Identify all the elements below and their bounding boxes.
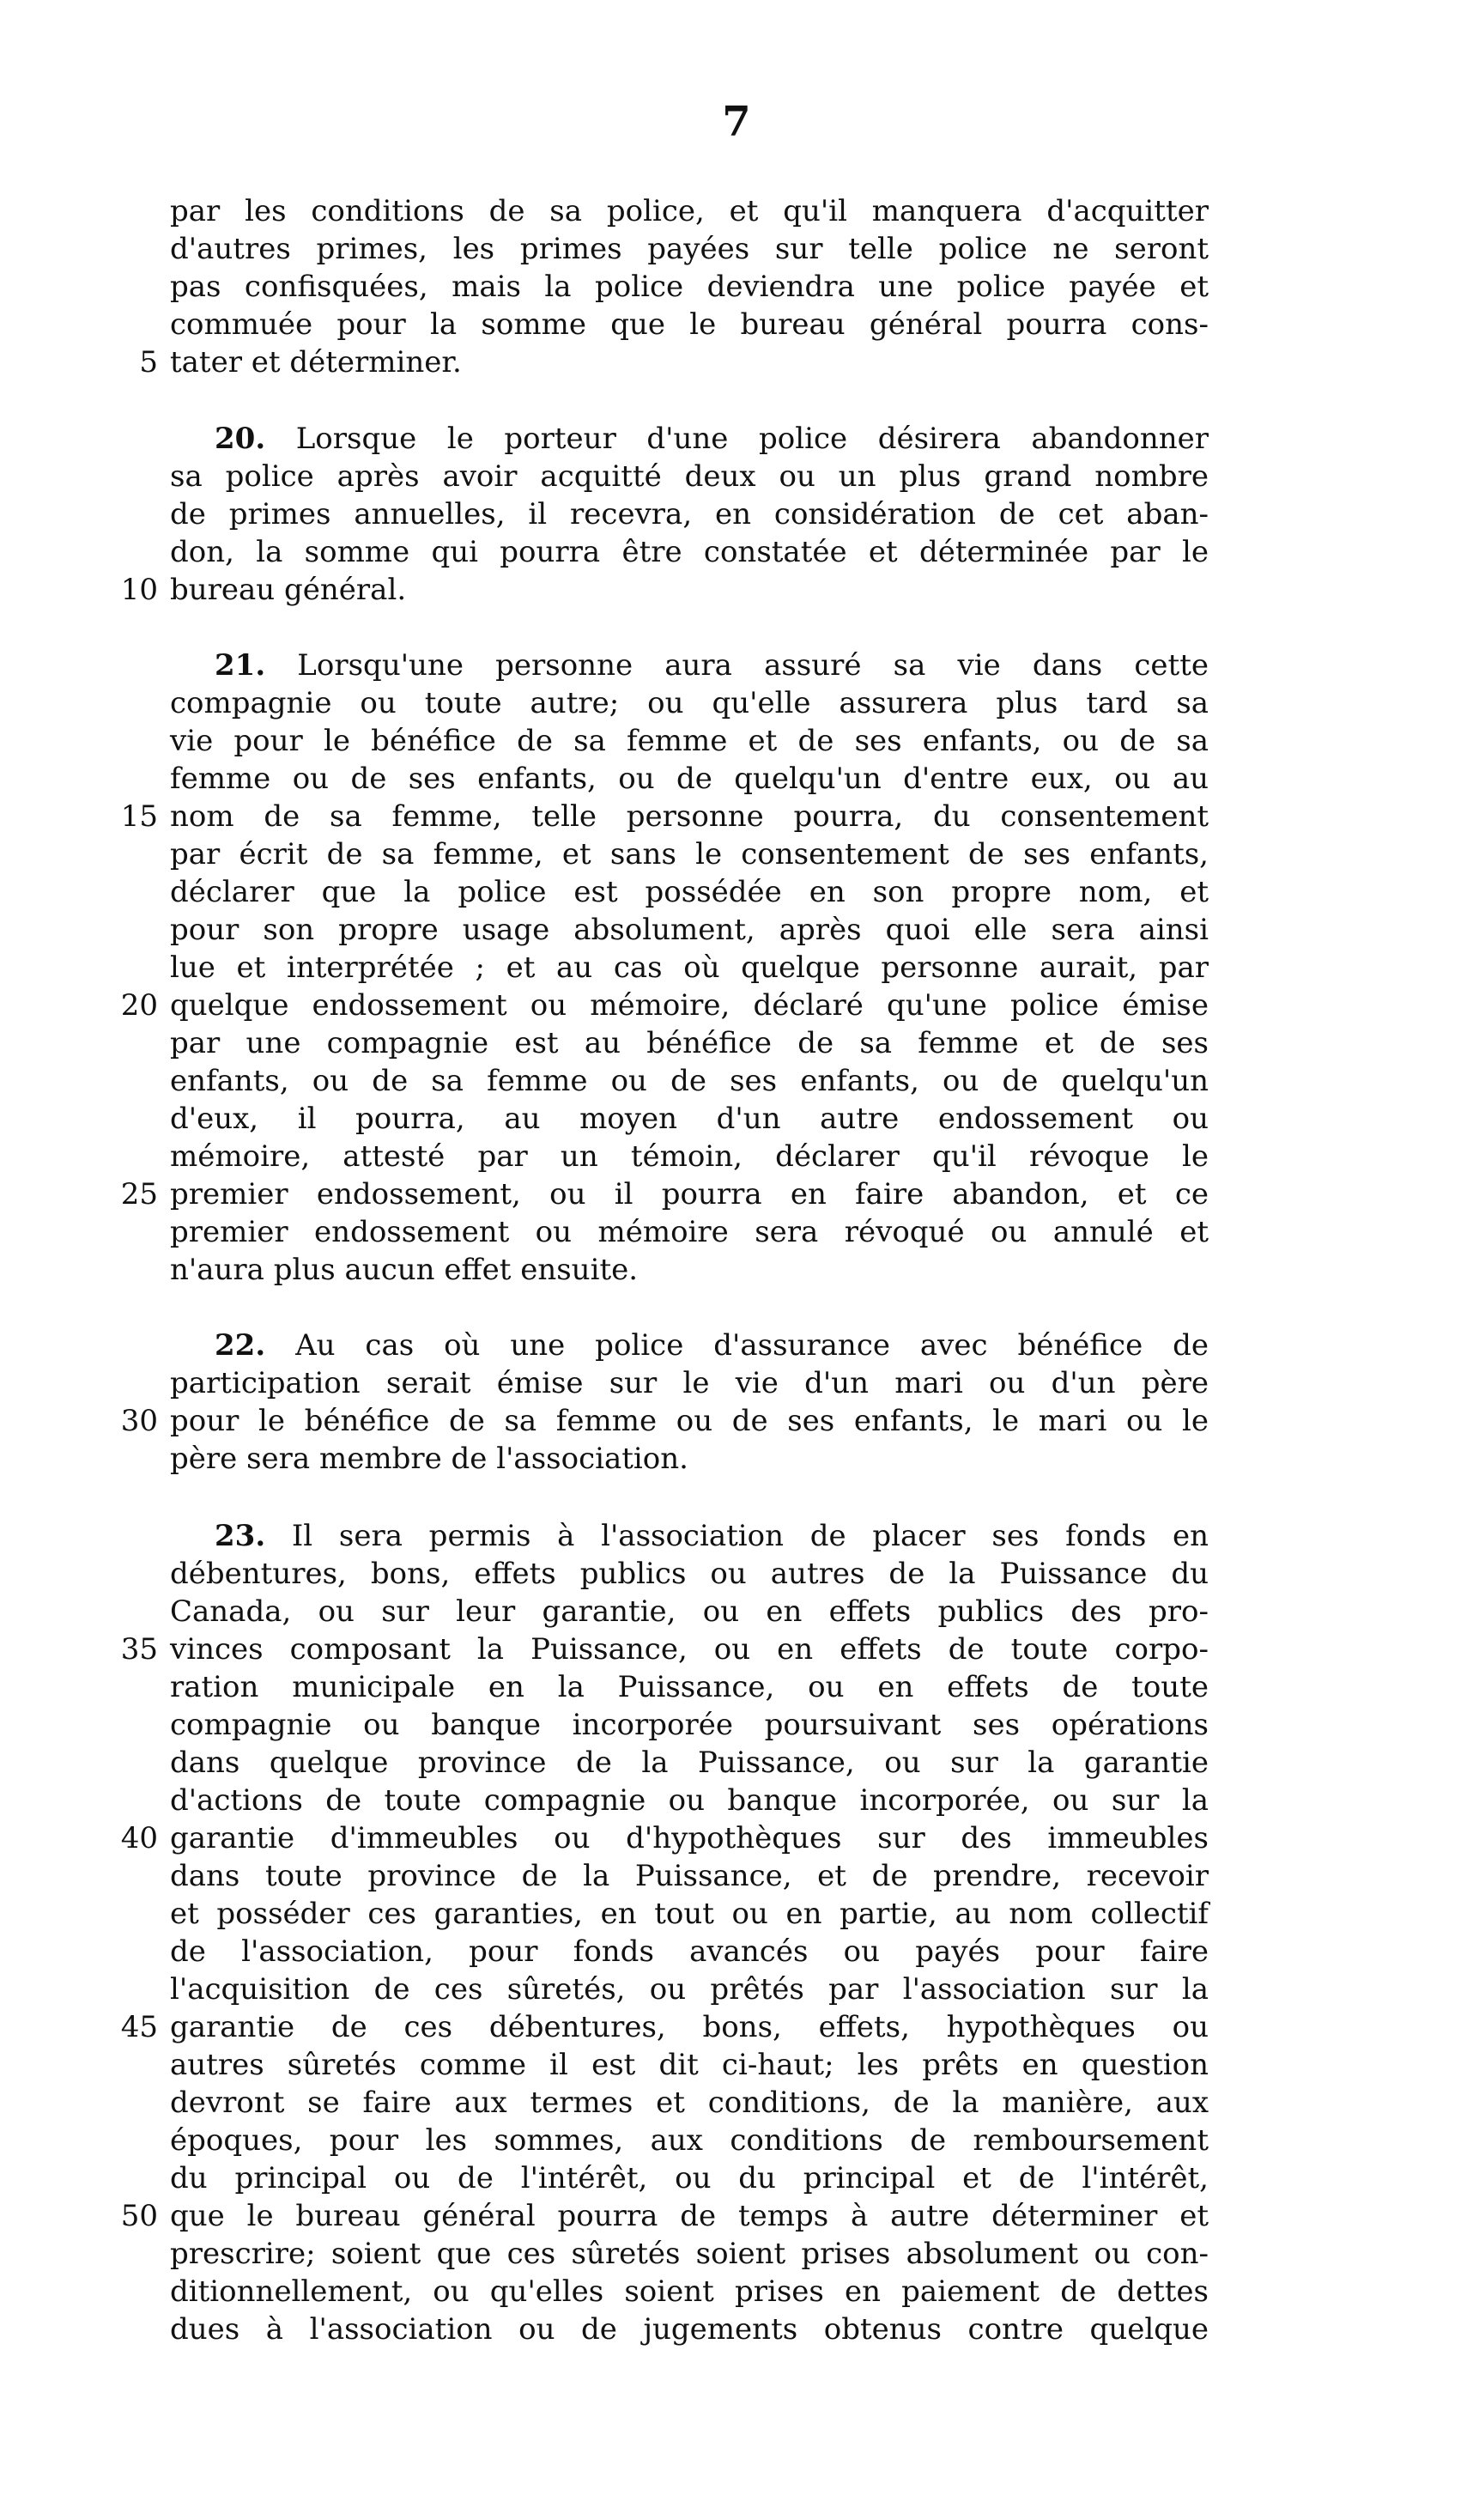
section-number: 20. [215,422,266,456]
line-number: 40 [120,1821,158,1855]
text-line: participation serait émise sur le vie d'un mari ou d'un père [170,1366,1209,1400]
text-line: bureau général. [170,573,407,607]
text-line: Il sera permis à l'association de placer ses fonds en [265,1519,1209,1553]
text-line: devront se faire aux termes et conditions, de la manière, aux [170,2086,1209,2120]
text-line: par une compagnie est au bénéfice de sa femme et de ses [170,1026,1209,1060]
text-line: dans toute province de la Puissance, et de prendre, recevoir [170,1859,1209,1893]
text-line: pas confisquées, mais la police deviendra une police payée et [170,270,1209,304]
text-line: sa police après avoir acquitté deux ou un plus grand nombre [170,459,1209,494]
line-number: 35 [120,1632,158,1667]
section-first-line [215,646,1209,685]
text-line: n'aura plus aucun effet ensuite. [170,1253,639,1287]
section-first-line [215,1516,1209,1556]
text-line: époques, pour les sommes, aux conditions de remboursement [170,2123,1209,2158]
line-number: 5 [139,345,158,380]
section-number: 21. [215,648,266,683]
text-line: don, la somme qui pourra être constatée et déterminée par le [170,535,1209,569]
text-line: pour son propre usage absolument, après quoi elle sera ainsi [170,913,1209,947]
text-line: compagnie ou banque incorporée poursuivant ses opérations [170,1708,1209,1742]
text-line: de primes annuelles, il recevra, en considération de cet aban- [170,497,1209,531]
text-line: ration municipale en la Puissance, ou en effets de toute [170,1670,1209,1704]
text-line: ditionnellement, ou qu'elles soient prises en paiement de dettes [170,2274,1209,2309]
text-line: père sera membre de l'association. [170,1442,688,1476]
text-line: Lorsque le porteur d'une police désirera abandonner [265,422,1209,456]
text-line: premier endossement ou mémoire sera révoqué ou annulé et [170,1215,1209,1249]
section-number: 23. [215,1519,266,1553]
text-line: par les conditions de sa police, et qu'il manquera d'acquitter [170,194,1209,228]
text-line: autres sûretés comme il est dit ci-haut; les prêts en question [170,2048,1209,2082]
line-number: 25 [120,1177,158,1211]
section-first-line [215,1326,1209,1365]
text-line: d'actions de toute compagnie ou banque incorporée, ou sur la [170,1783,1209,1818]
line-number: 30 [120,1404,158,1438]
text-line: débentures, bons, effets publics ou autres de la Puissance du [170,1557,1209,1591]
text-line: garantie d'immeubles ou d'hypothèques sur des immeubles [170,1821,1209,1855]
text-line: lue et interprétée ; et au cas où quelque personne aurait, par [170,950,1209,985]
text-line: enfants, ou de sa femme ou de ses enfants, ou de quelqu'un [170,1064,1209,1098]
text-line: prescrire; soient que ces sûretés soient prises absolument ou con- [170,2237,1209,2271]
text-line: commuée pour la somme que le bureau général pourra cons- [170,307,1209,342]
text-line: du principal ou de l'intérêt, ou du principal et de l'intérêt, [170,2161,1209,2195]
text-line: d'autres primes, les primes payées sur telle police ne seront [170,232,1209,266]
text-line: tater et déterminer. [170,345,462,380]
text-line: femme ou de ses enfants, ou de quelqu'un d'entre eux, ou au [170,762,1209,796]
text-line: vie pour le bénéfice de sa femme et de ses enfants, ou de sa [170,724,1209,758]
line-number: 20 [120,988,158,1023]
line-number: 50 [120,2199,158,2233]
line-number: 15 [120,799,158,834]
text-line: quelque endossement ou mémoire, déclaré qu'une police émise [170,988,1209,1023]
text-line: que le bureau général pourra de temps à autre déterminer et [170,2199,1209,2233]
text-line: d'eux, il pourra, au moyen d'un autre endossement ou [170,1102,1209,1136]
text-line: Canada, ou sur leur garantie, ou en effets publics des pro- [170,1594,1209,1629]
text-line: dues à l'association ou de jugements obtenus contre quelque [170,2312,1209,2347]
text-line: et posséder ces garanties, en tout ou en partie, au nom collectif [170,1897,1209,1931]
text-line: déclarer que la police est possédée en son propre nom, et [170,875,1209,909]
line-number: 10 [120,573,158,607]
text-line: pour le bénéfice de sa femme ou de ses enfants, le mari ou le [170,1404,1209,1438]
text-line: nom de sa femme, telle personne pourra, du consentement [170,799,1209,834]
text-line: de l'association, pour fonds avancés ou payés pour faire [170,1934,1209,1969]
text-line: par écrit de sa femme, et sans le consentement de ses enfants, [170,837,1209,871]
text-line: dans quelque province de la Puissance, ou sur la garantie [170,1746,1209,1780]
text-line: garantie de ces débentures, bons, effets, hypothèques ou [170,2010,1209,2044]
text-line: Au cas où une police d'assurance avec bénéfice de [265,1328,1209,1363]
text-line: compagnie ou toute autre; ou qu'elle assurera plus tard sa [170,686,1209,720]
section-first-line [215,419,1209,458]
text-line: vinces composant la Puissance, ou en effets de toute corpo- [170,1632,1209,1667]
text-line: l'acquisition de ces sûretés, ou prêtés par l'association sur la [170,1972,1209,2007]
section-number: 22. [215,1328,266,1363]
text-line: mémoire, attesté par un témoin, déclarer qu'il révoque le [170,1139,1209,1174]
text-line: Lorsqu'une personne aura assuré sa vie dans cette [265,648,1209,683]
page-number: 7 [722,98,751,146]
text-line: premier endossement, ou il pourra en faire abandon, et ce [170,1177,1209,1211]
line-number: 45 [120,2010,158,2044]
